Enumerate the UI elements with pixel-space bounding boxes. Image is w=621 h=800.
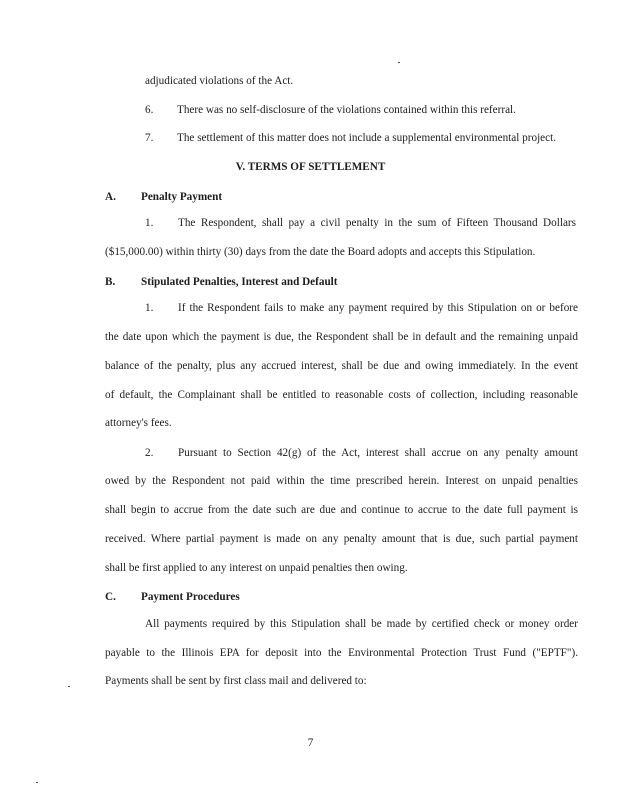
paragraph-line: shall be first applied to any interest on unpaid penalties then owing. — [105, 562, 408, 574]
scan-speck — [398, 62, 400, 63]
scan-speck — [68, 686, 70, 687]
paragraph-line: payable to the Illinois EPA for deposit into the Environmental Protection Trust Fund ("EPTF"). — [105, 647, 578, 659]
section-title: V. TERMS OF SETTLEMENT — [235, 161, 386, 173]
list-text: There was no self-disclosure of the violations contained within this referral. — [177, 104, 516, 116]
paragraph-line: All payments required by this Stipulation shall be made by certified check or money order — [145, 618, 578, 630]
section-letter-a: A. — [105, 191, 116, 203]
section-heading-a: Penalty Payment — [141, 191, 223, 203]
text-line: adjudicated violations of the Act. — [145, 75, 294, 87]
section-heading-b: Stipulated Penalties, Interest and Default — [141, 276, 338, 288]
paragraph-line: ($15,000.00) within thirty (30) days from the date the Board adopts and accepts this Stipulation. — [105, 246, 536, 258]
paragraph-number: 1. — [145, 302, 154, 314]
paragraph-line: The Respondent, shall pay a civil penalty in the sum of Fifteen Thousand Dollars — [178, 217, 576, 229]
paragraph-number: 2. — [145, 447, 154, 459]
paragraph-line: attorney's fees. — [105, 417, 172, 429]
paragraph-line: balance of the penalty, plus any accrued interest, shall be due and owing immediately. In the event — [105, 360, 578, 372]
paragraph-number: 1. — [145, 217, 154, 229]
list-number: 7. — [145, 132, 154, 144]
paragraph-line: Payments shall be sent by first class mail and delivered to: — [105, 675, 367, 687]
page-number: 7 — [307, 737, 314, 749]
section-letter-b: B. — [105, 276, 116, 288]
section-letter-c: C. — [105, 591, 116, 603]
paragraph-line: Pursuant to Section 42(g) of the Act, interest shall accrue on any penalty amount — [178, 447, 578, 459]
paragraph-line: shall begin to accrue from the date such are due and continue to accrue to the date full payment is — [105, 504, 578, 516]
scan-speck — [36, 782, 38, 783]
paragraph-line: the date upon which the payment is due, the Respondent shall be in default and the remaining unpaid — [105, 331, 578, 343]
paragraph-line: of default, the Complainant shall be entitled to reasonable costs of collection, including reasonable — [105, 389, 578, 401]
paragraph-line: If the Respondent fails to make any payment required by this Stipulation on or before — [178, 302, 578, 314]
paragraph-line: owed by the Respondent not paid within the time prescribed herein. Interest on unpaid penalties — [105, 475, 578, 487]
paragraph-line: received. Where partial payment is made on any penalty amount that is due, such partial payment — [105, 533, 578, 545]
list-number: 6. — [145, 104, 154, 116]
list-text: The settlement of this matter does not include a supplemental environmental project. — [177, 132, 557, 144]
section-heading-c: Payment Procedures — [141, 591, 240, 603]
